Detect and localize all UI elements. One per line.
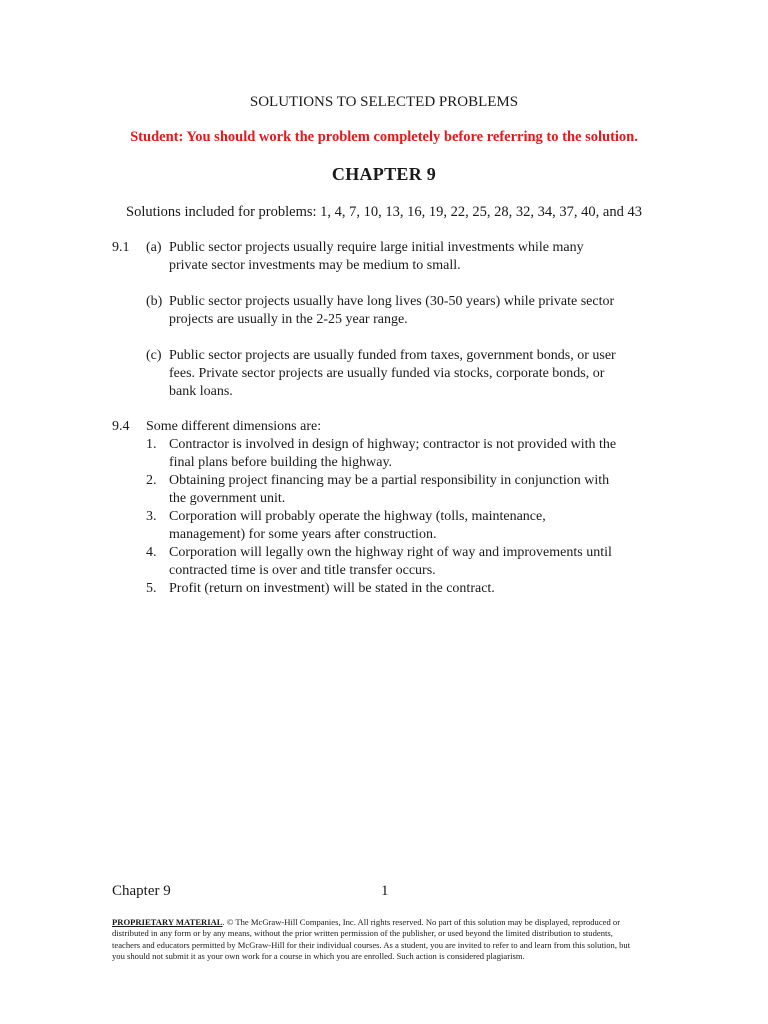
part-text-line: Public sector projects are usually funded from taxes, government bonds, or user [169, 348, 616, 363]
student-warning: Student: You should work the problem completely before referring to the solution. [130, 129, 638, 145]
list-item-line: Corporation will legally own the highway right of way and improvements until [169, 545, 612, 560]
part-text-line: private sector investments may be medium to small. [169, 258, 461, 273]
list-item-line: management) for some years after construction. [169, 527, 437, 542]
part-text-line: Public sector projects usually require large initial investments while many [169, 240, 584, 255]
list-item-line: Profit (return on investment) will be stated in the contract. [169, 581, 495, 596]
part-label: (c) [146, 348, 162, 363]
list-item-line: the government unit. [169, 491, 286, 506]
list-number: 3. [146, 509, 157, 524]
problem-intro: Some different dimensions are: [146, 419, 322, 434]
chapter-title: CHAPTER 9 [331, 164, 437, 184]
list-item-line: Corporation will probably operate the highway (tolls, maintenance, [169, 509, 546, 524]
included-problems: Solutions included for problems: 1, 4, 7, 10, 13, 16, 19, 22, 25, 28, 32, 34, 37, 40, and 43 [126, 204, 642, 220]
proprietary-label: PROPRIETARY MATERIAL [112, 917, 223, 927]
list-number: 4. [146, 545, 157, 560]
proprietary-notice [112, 917, 632, 963]
list-item-line: Obtaining project financing may be a partial responsibility in conjunction with [169, 473, 610, 488]
notice-text: . © The McGraw-Hill Companies, Inc. All rights reserved. No part of this solution may be displayed, reproduced or distributed in any form or by any means, without the prior written permission of the publisher, or used beyond the limited distribution to students, teachers and educators permitted by McGraw-Hill for their individual courses. As a student, you are invited to refer to and learn from this solution, but you should not submit it as your own work for a course in which you are enrolled. Such action is considered plagiarism. [112, 917, 631, 962]
page-heading: SOLUTIONS TO SELECTED PROBLEMS [249, 94, 519, 110]
footer-chapter-label: Chapter 9 [112, 883, 171, 899]
part-text-line: Public sector projects usually have long lives (30-50 years) while private sector [169, 294, 615, 309]
list-number: 1. [146, 437, 157, 452]
part-label: (a) [146, 240, 162, 255]
list-number: 2. [146, 473, 157, 488]
problem-number: 9.1 [112, 240, 130, 255]
part-label: (b) [146, 294, 163, 309]
list-number: 5. [146, 581, 157, 596]
list-item-line: contracted time is over and title transfer occurs. [169, 563, 436, 578]
list-item-line: final plans before building the highway. [169, 455, 393, 470]
list-item-line: Contractor is involved in design of highway; contractor is not provided with the [169, 437, 617, 452]
part-text-line: projects are usually in the 2-25 year range. [169, 312, 408, 327]
part-text-line: bank loans. [169, 384, 233, 399]
part-text-line: fees. Private sector projects are usually funded via stocks, corporate bonds, or [169, 366, 605, 381]
problem-number: 9.4 [112, 419, 130, 434]
page-number: 1 [381, 883, 389, 899]
